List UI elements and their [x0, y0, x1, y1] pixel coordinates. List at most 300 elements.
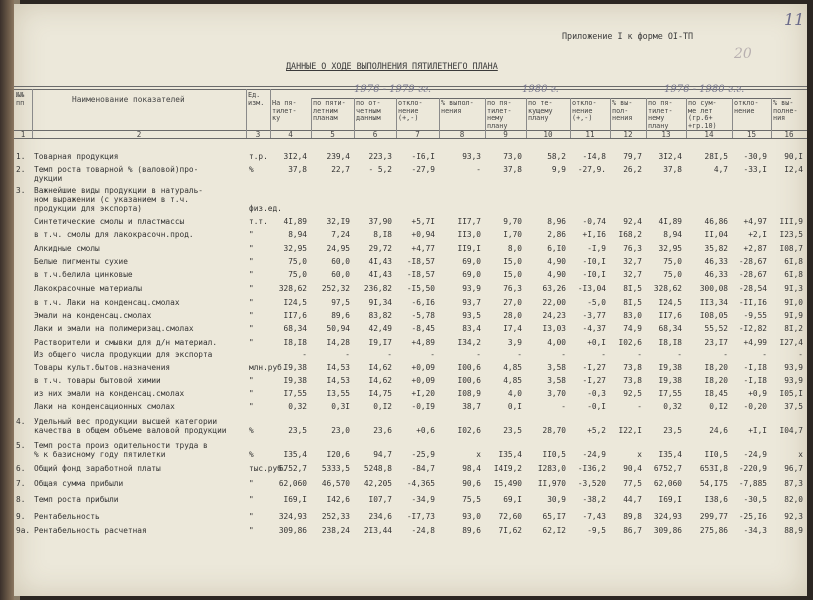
row-value: I5,0 [503, 270, 522, 279]
row-value: -24,9 [582, 450, 606, 459]
row-value: 24,6 [709, 426, 728, 435]
row-value: -84,7 [411, 464, 435, 473]
row-value: -9,55 [743, 311, 767, 320]
row-value: -I,I8 [743, 376, 767, 385]
row-value: -5,78 [411, 311, 435, 320]
header-c12: пол- [612, 106, 629, 115]
row-value: 88,9 [784, 526, 803, 535]
row-value: 46,570 [321, 479, 350, 488]
row-value: +I,I [748, 426, 767, 435]
header-c5: по пяти- [313, 99, 346, 107]
row-value: -4,365 [406, 479, 435, 488]
table-row [14, 389, 807, 399]
row-value: 94,7 [373, 450, 392, 459]
row-value: 86,7 [623, 526, 642, 535]
row-value: II7,7 [457, 217, 481, 226]
row-value: 30,9 [547, 495, 566, 504]
row-value: -I6,I [411, 152, 435, 161]
row-value: - [345, 350, 350, 359]
row-value: 2I3,44 [363, 526, 392, 535]
row-value: 4,00 [547, 338, 566, 347]
row-number: 8. [16, 495, 26, 504]
row-value: 0,3I [331, 402, 350, 411]
row-value: I35,4 [283, 450, 307, 459]
row-value: I4,62 [368, 363, 392, 372]
row-value: 6I,8 [784, 257, 803, 266]
row-value: -30,5 [743, 495, 767, 504]
row-value: 98,4 [462, 464, 481, 473]
table-row [14, 230, 807, 240]
row-value: 37,8 [503, 165, 522, 174]
row-value: 63,26 [542, 284, 566, 293]
row-value: -24,9 [743, 450, 767, 459]
row-value: 0,32 [663, 402, 682, 411]
table-row [14, 217, 807, 227]
row-value: -34,3 [743, 526, 767, 535]
row-value: I5,0 [503, 257, 522, 266]
row-value: - 5,2 [368, 165, 392, 174]
column-number: 16 [784, 130, 794, 139]
row-value: -24,8 [411, 526, 435, 535]
column-number: 4 [288, 130, 293, 139]
header-c5: летним [313, 106, 338, 115]
header-c13: нему [648, 114, 665, 123]
row-value: I69,I [658, 495, 682, 504]
column-number: 3 [255, 130, 261, 139]
row-unit: " [249, 244, 254, 253]
row-value: -I,27 [582, 376, 606, 385]
row-name: Растворители и смывки для д/н материал. [34, 338, 218, 347]
row-value: 275,86 [699, 526, 728, 535]
row-value: -I,9 [587, 244, 606, 253]
row-unit: " [249, 257, 254, 266]
row-value: 223,3 [368, 152, 392, 161]
page-title: ДАННЫЕ О ХОДЕ ВЫПОЛНЕНИЯ ПЯТИЛЕТНЕГО ПЛАНА [286, 61, 498, 71]
row-value: x [798, 450, 803, 459]
row-value: 23,6 [373, 426, 392, 435]
column-number: 13 [661, 130, 671, 139]
header-c8: % выпол- [441, 99, 474, 107]
row-value: I7,55 [658, 389, 682, 398]
row-number: 6. [16, 464, 26, 473]
row-value: 328,62 [653, 284, 682, 293]
header-c4: На пя- [272, 99, 297, 107]
row-value: -8,45 [411, 324, 435, 333]
row-value: 4I,89 [658, 217, 682, 226]
row-name: Важнейшие виды продукции в натураль- [34, 186, 203, 195]
row-value: I8,20 [704, 363, 728, 372]
row-value: 9,70 [503, 217, 522, 226]
row-value: I9,38 [283, 363, 307, 372]
row-value: 5248,8 [363, 464, 392, 473]
header-unit: изм. [248, 98, 265, 107]
table-row [14, 350, 807, 360]
column-number: 15 [746, 130, 757, 139]
row-value: 324,93 [278, 512, 307, 521]
row-unit: " [249, 270, 254, 279]
row-value: -I4,8 [582, 152, 606, 161]
row-value: 6I,8 [784, 270, 803, 279]
row-value: 8I,5 [623, 298, 642, 307]
column-number: 9 [503, 130, 508, 139]
row-value: 93,9 [784, 363, 803, 372]
row-value: 9,9 [551, 165, 566, 174]
table-row [14, 464, 807, 474]
row-value: 32,95 [658, 244, 682, 253]
row-value: 4,7 [713, 165, 728, 174]
group-1976-1979: 1976 - 1979 гг. [354, 84, 432, 95]
header-c14: по сум- [688, 99, 717, 107]
row-unit: " [249, 402, 254, 411]
row-value: 4I,89 [283, 217, 307, 226]
header-c16: ния [773, 114, 786, 123]
row-unit: % [249, 426, 254, 435]
table-row [14, 257, 807, 267]
row-value: I08,7 [779, 244, 803, 253]
document-sheet [14, 4, 807, 596]
row-value: 9I,34 [368, 298, 392, 307]
header-num: №№ [16, 91, 25, 99]
row-value: 7I,62 [498, 526, 522, 535]
row-value: 6752,7 [278, 464, 307, 473]
row-value: 32,7 [623, 257, 642, 266]
row-value: 69,0 [462, 270, 481, 279]
table-row [14, 174, 807, 184]
row-unit: т.т. [249, 217, 268, 226]
row-value: 76,3 [503, 284, 522, 293]
column-number: 11 [585, 130, 595, 139]
row-value: 93,9 [784, 376, 803, 385]
row-value: 22,00 [542, 298, 566, 307]
row-name: Лаки и эмали на полимеризац.смолах [34, 324, 194, 333]
row-value: 90,I [784, 152, 803, 161]
row-number: 9а. [16, 526, 31, 535]
table-row [14, 270, 807, 280]
column-number: 14 [704, 130, 714, 139]
row-value: 54,I75 [699, 479, 728, 488]
row-value: -4,37 [582, 324, 606, 333]
header-c4: ку [272, 114, 281, 123]
row-name: Эмали на конденсац.смолах [34, 311, 152, 320]
row-value: -I0,I [582, 257, 606, 266]
row-value: 299,77 [699, 512, 728, 521]
row-value: I35,4 [658, 450, 682, 459]
row-name: Белые пигменты сухие [34, 257, 128, 266]
row-value: 23,0 [331, 426, 350, 435]
row-value: 89,6 [331, 311, 350, 320]
row-value: I07,7 [368, 495, 392, 504]
row-value: I,70 [503, 230, 522, 239]
row-value: 29,72 [368, 244, 392, 253]
table-row [14, 402, 807, 412]
row-unit: тыс.руб. [249, 464, 287, 473]
row-value: 4I,43 [368, 257, 392, 266]
row-value: -25,9 [411, 450, 435, 459]
header-c6: четным [356, 106, 381, 115]
row-value: 82,0 [784, 495, 803, 504]
row-value: +4,89 [411, 338, 435, 347]
row-value: 239,4 [326, 152, 350, 161]
row-value: 9I,0 [784, 298, 803, 307]
row-value: I8,45 [704, 389, 728, 398]
row-value: -33,I [743, 165, 767, 174]
binder-spine [0, 0, 14, 600]
row-value: I23,5 [779, 230, 803, 239]
row-value: +2,87 [743, 244, 767, 253]
row-value: 9I,3 [784, 284, 803, 293]
header-c16: % вы- [773, 99, 794, 107]
header-unit: Ед. [248, 91, 261, 99]
row-value: 37,8 [663, 165, 682, 174]
row-number: 3. [16, 186, 26, 195]
header-c9: нему [487, 114, 504, 123]
header-c10: плану [528, 114, 549, 123]
header-c15: откло- [734, 99, 759, 107]
header-c16: полне- [773, 106, 798, 115]
row-value: 3I2,4 [658, 152, 682, 161]
row-number: 2. [16, 165, 26, 174]
table-row [14, 152, 807, 162]
row-value: -27,9. [577, 165, 606, 174]
row-name: ном выражении (с указанием в т.ч. [34, 195, 189, 204]
row-value: II,04 [704, 230, 728, 239]
table-row [14, 526, 807, 536]
row-value: -28,54 [738, 284, 767, 293]
row-value: 24,95 [326, 244, 350, 253]
header-c6: данным [356, 114, 381, 123]
row-number: 4. [16, 417, 26, 426]
row-name: в т.ч. смолы для лакокрасочн.прод. [34, 230, 194, 239]
row-value: 3,70 [547, 389, 566, 398]
table-row [14, 426, 807, 436]
row-value: 93,0 [462, 512, 481, 521]
row-value: +5,2 [587, 426, 606, 435]
row-value: - [637, 402, 642, 411]
header-c10: кущему [528, 106, 553, 115]
row-value: II3,34 [699, 298, 728, 307]
row-value: -25,I6 [738, 512, 767, 521]
row-value: I9,I7 [368, 338, 392, 347]
row-value: +4,77 [411, 244, 435, 253]
header-num: пп [16, 98, 25, 107]
row-unit: " [249, 338, 254, 347]
row-value: I42,6 [326, 495, 350, 504]
row-value: +I,20 [411, 389, 435, 398]
column-number: 6 [372, 130, 378, 139]
row-value: I4,75 [368, 389, 392, 398]
table-row [14, 512, 807, 522]
row-name: Удельный вес продукции высшей категории [34, 417, 218, 426]
row-number: 9. [16, 512, 26, 521]
row-value: 93,7 [462, 298, 481, 307]
row-value: -I8,57 [406, 270, 435, 279]
row-value: 75,0 [663, 257, 682, 266]
row-value: I27,4 [779, 338, 803, 347]
row-value: 0,I2 [373, 402, 392, 411]
row-unit: " [249, 284, 254, 293]
row-value: II,970 [537, 479, 566, 488]
row-value: 2,86 [547, 230, 566, 239]
row-value: 37,5 [784, 402, 803, 411]
row-value: -3,77 [582, 311, 606, 320]
header-c12: % вы- [612, 99, 633, 107]
row-value: 60,0 [331, 257, 350, 266]
row-value: 89,6 [462, 526, 481, 535]
row-value: I5,490 [493, 479, 522, 488]
row-number: 7. [16, 479, 26, 488]
row-value: +5,7I [411, 217, 435, 226]
row-value: I4,53 [326, 363, 350, 372]
row-value: 37,90 [368, 217, 392, 226]
column-number: 8 [459, 130, 465, 139]
row-value: I4I9,2 [493, 464, 522, 473]
row-value: -I0,I [582, 270, 606, 279]
row-value: 22,7 [331, 165, 350, 174]
row-value: - [476, 350, 481, 359]
row-value: 89,8 [623, 512, 642, 521]
row-value: I24,5 [283, 298, 307, 307]
row-value: +4,99 [743, 338, 767, 347]
row-value: I7,55 [283, 389, 307, 398]
row-name: Темп роста произ одительности труда в [34, 441, 208, 450]
header-c12: нения [612, 114, 633, 123]
header-c11: (+,-) [572, 114, 593, 123]
row-value: I22,I [618, 426, 642, 435]
row-value: 6,I0 [547, 244, 566, 253]
row-unit: т.р. [249, 152, 268, 161]
row-value: +0,09 [411, 376, 435, 385]
row-value: I4,28 [326, 338, 350, 347]
row-value: 4I,43 [368, 270, 392, 279]
page-number-pencil: 20 [734, 46, 752, 62]
row-value: 83,4 [462, 324, 481, 333]
row-value: 96,7 [784, 464, 803, 473]
row-value: I8,I8 [658, 338, 682, 347]
row-unit: " [249, 311, 254, 320]
header-c13: плану [648, 121, 669, 130]
row-unit: " [249, 479, 254, 488]
table-row [14, 204, 807, 214]
row-value: I08,9 [457, 389, 481, 398]
row-value: +2,I [748, 230, 767, 239]
row-value: I283,0 [537, 464, 566, 473]
row-name: Из общего числа продукции для экспорта [34, 350, 213, 359]
row-value: 68,34 [283, 324, 307, 333]
column-number: 1 [20, 130, 26, 139]
row-value: -0,20 [743, 402, 767, 411]
table-row [14, 338, 807, 348]
row-value: -0,I [587, 402, 606, 411]
row-value: II9,I [457, 244, 481, 253]
row-value: 75,0 [288, 257, 307, 266]
row-value: I3,55 [326, 389, 350, 398]
row-value: - [561, 402, 566, 411]
row-value: -I,I8 [743, 363, 767, 372]
row-value: 46,33 [704, 257, 728, 266]
row-unit: млн.руб. [249, 363, 287, 372]
header-c11: нение [572, 106, 593, 115]
row-name: качества в общем объеме валовой продукции [34, 426, 227, 435]
table-row [14, 363, 807, 373]
row-value: 76,3 [623, 244, 642, 253]
row-value: II7,6 [283, 311, 307, 320]
row-name: Рентабельность расчетная [34, 526, 147, 535]
row-name: в т.ч. товары бытовой химии [34, 376, 161, 385]
column-number: 7 [415, 130, 420, 139]
row-value: -27,9 [411, 165, 435, 174]
row-value: 92,3 [784, 512, 803, 521]
row-unit: % [249, 450, 254, 459]
row-value: 68,34 [658, 324, 682, 333]
row-value: 7,24 [331, 230, 350, 239]
row-number: 5. [16, 441, 26, 450]
row-value: 37,8 [288, 165, 307, 174]
row-unit: " [249, 324, 254, 333]
row-value: I9,38 [658, 376, 682, 385]
row-value: 309,86 [278, 526, 307, 535]
row-value: 58,2 [547, 152, 566, 161]
row-value: +0,6 [416, 426, 435, 435]
row-name: Рентабельность [34, 512, 100, 521]
row-value: 252,33 [321, 512, 350, 521]
table-row [14, 311, 807, 321]
header-c14: (гр.6+ [688, 114, 713, 123]
row-value: 309,86 [653, 526, 682, 535]
row-value: 653I,8 [699, 464, 728, 473]
row-value: 238,24 [321, 526, 350, 535]
row-value: 83,0 [623, 311, 642, 320]
row-value: -I3,04 [577, 284, 606, 293]
row-value: +0,9 [748, 389, 767, 398]
row-unit: " [249, 230, 254, 239]
row-value: I3,03 [542, 324, 566, 333]
row-value: 3,58 [547, 363, 566, 372]
row-value: 28I,5 [704, 152, 728, 161]
header-c9: плану [487, 121, 508, 130]
row-value: 44,7 [623, 495, 642, 504]
row-value: -0,I9 [411, 402, 435, 411]
row-value: - [517, 350, 522, 359]
row-value: 9I,9 [784, 311, 803, 320]
row-value: 8,96 [547, 217, 566, 226]
row-name: Товарная продукция [34, 152, 119, 161]
row-value: 4,85 [503, 376, 522, 385]
row-value: - [798, 350, 803, 359]
row-value: 90,4 [623, 464, 642, 473]
row-value: I9,38 [658, 363, 682, 372]
row-value: I04,7 [779, 426, 803, 435]
row-value: 42,49 [368, 324, 392, 333]
row-value: - [601, 350, 606, 359]
row-value: 324,93 [653, 512, 682, 521]
row-value: - [637, 350, 642, 359]
row-value: -7,43 [582, 512, 606, 521]
row-value: 77,5 [623, 479, 642, 488]
row-value: I9,38 [283, 376, 307, 385]
row-value: -I8,57 [406, 257, 435, 266]
page-number-handwritten: 11 [784, 10, 805, 29]
row-value: 3,58 [547, 376, 566, 385]
row-name: Темп роста товарной % (валовой)про- [34, 165, 199, 174]
row-value: - [677, 350, 682, 359]
row-value: I08,05 [699, 311, 728, 320]
row-name: из них эмали на конденсац.смолах [34, 389, 185, 398]
column-number: 12 [623, 130, 633, 139]
row-value: -I,27 [582, 363, 606, 372]
header-c10: по те- [528, 99, 553, 107]
row-unit: " [249, 495, 254, 504]
header-c13: тилет- [648, 106, 673, 115]
